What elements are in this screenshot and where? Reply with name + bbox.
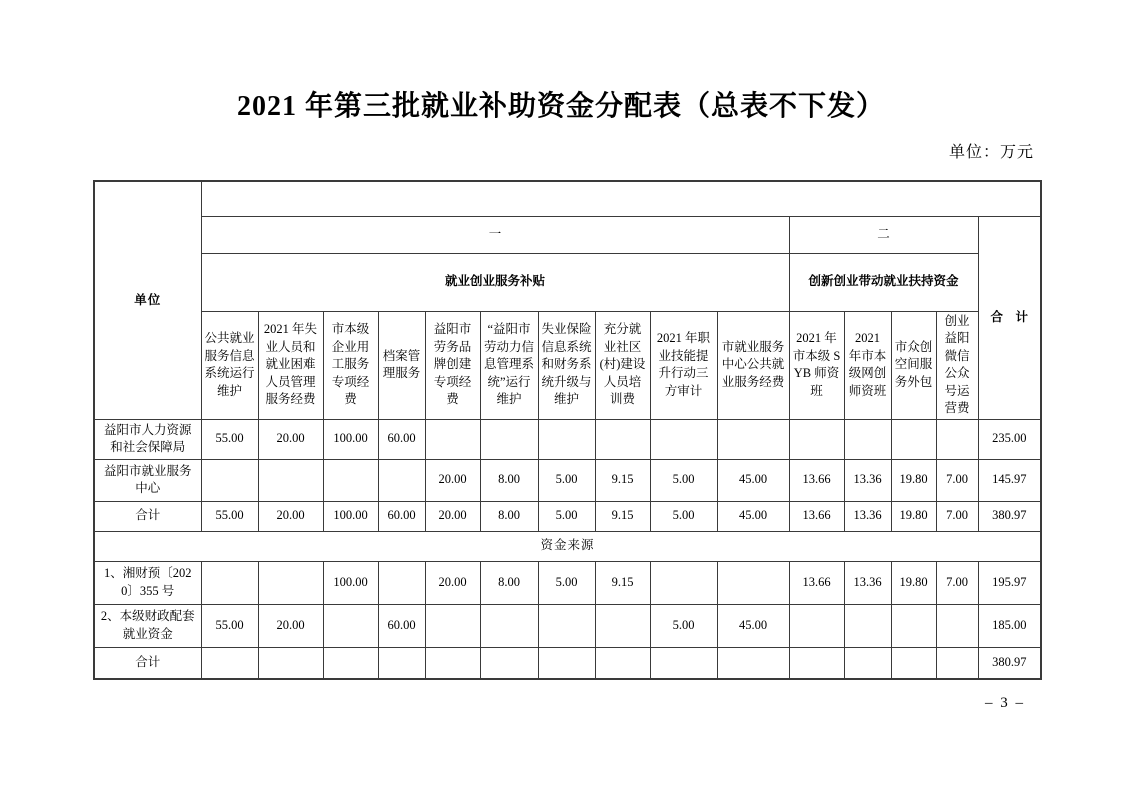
data-cell: 9.15 bbox=[595, 501, 650, 531]
table-row bbox=[94, 419, 1041, 459]
data-cell bbox=[201, 561, 258, 604]
data-cell: 19.80 bbox=[891, 561, 936, 604]
column-header-3: 市本级企业用工服务专项经费 bbox=[323, 311, 378, 419]
data-cell bbox=[323, 459, 378, 501]
table-row bbox=[94, 647, 1041, 679]
row-total-cell: 145.97 bbox=[978, 459, 1041, 501]
data-cell: 19.80 bbox=[891, 459, 936, 501]
data-cell bbox=[844, 604, 891, 647]
empty-header-cell bbox=[201, 181, 1041, 216]
data-cell bbox=[650, 561, 717, 604]
data-cell bbox=[595, 604, 650, 647]
data-cell bbox=[595, 419, 650, 459]
data-cell bbox=[650, 419, 717, 459]
data-cell bbox=[258, 647, 323, 679]
data-cell bbox=[323, 604, 378, 647]
data-cell: 20.00 bbox=[258, 501, 323, 531]
data-cell bbox=[378, 459, 425, 501]
column-header-4: 档案管理服务 bbox=[378, 311, 425, 419]
data-cell: 9.15 bbox=[595, 561, 650, 604]
data-cell bbox=[480, 419, 538, 459]
data-cell bbox=[258, 561, 323, 604]
data-cell: 5.00 bbox=[650, 604, 717, 647]
row-label: 合计 bbox=[94, 647, 201, 679]
group-one-header: 一 bbox=[201, 216, 789, 253]
row-total-cell: 185.00 bbox=[978, 604, 1041, 647]
data-cell bbox=[201, 647, 258, 679]
section-divider-label: 资金来源 bbox=[94, 531, 1041, 561]
data-cell bbox=[936, 647, 978, 679]
data-cell: 55.00 bbox=[201, 419, 258, 459]
row-label: 合计 bbox=[94, 501, 201, 531]
data-cell: 5.00 bbox=[538, 459, 595, 501]
data-cell: 60.00 bbox=[378, 604, 425, 647]
total-column-header: 合 计 bbox=[978, 216, 1041, 419]
page-number: – 3 – bbox=[985, 695, 1025, 711]
row-total-cell: 380.97 bbox=[978, 501, 1041, 531]
data-cell: 8.00 bbox=[480, 459, 538, 501]
unit-column-header: 单位 bbox=[94, 181, 201, 419]
column-header-1: 公共就业服务信息系统运行维护 bbox=[201, 311, 258, 419]
data-cell bbox=[717, 561, 789, 604]
data-cell bbox=[538, 647, 595, 679]
data-cell: 20.00 bbox=[425, 459, 480, 501]
data-cell bbox=[378, 561, 425, 604]
data-cell: 55.00 bbox=[201, 501, 258, 531]
data-cell bbox=[425, 647, 480, 679]
column-header-5: 益阳市劳务品牌创建专项经费 bbox=[425, 311, 480, 419]
data-cell: 7.00 bbox=[936, 459, 978, 501]
row-label: 1、湘财预〔2020〕355 号 bbox=[94, 561, 201, 604]
data-cell bbox=[480, 604, 538, 647]
row-total-cell: 235.00 bbox=[978, 419, 1041, 459]
header-row-columns bbox=[94, 311, 1041, 419]
data-cell bbox=[891, 647, 936, 679]
page-title: 2021 年第三批就业补助资金分配表（总表不下发） bbox=[236, 91, 885, 122]
data-cell bbox=[258, 459, 323, 501]
data-cell: 100.00 bbox=[323, 501, 378, 531]
table-row bbox=[94, 501, 1041, 531]
row-total-cell: 380.97 bbox=[978, 647, 1041, 679]
row-label: 2、本级财政配套就业资金 bbox=[94, 604, 201, 647]
column-header-9: 2021 年职业技能提升行动三方审计 bbox=[650, 311, 717, 419]
data-cell bbox=[936, 419, 978, 459]
data-cell: 13.36 bbox=[844, 501, 891, 531]
data-cell: 5.00 bbox=[650, 501, 717, 531]
data-cell: 5.00 bbox=[538, 501, 595, 531]
unit-label: 单位：万元 bbox=[948, 144, 1034, 161]
column-header-14: 创业益阳微信公众号运营费 bbox=[936, 311, 978, 419]
data-cell: 20.00 bbox=[425, 501, 480, 531]
data-cell bbox=[650, 647, 717, 679]
data-cell: 13.36 bbox=[844, 459, 891, 501]
data-cell: 5.00 bbox=[650, 459, 717, 501]
header-row-subgroups bbox=[94, 253, 1041, 311]
data-cell bbox=[538, 419, 595, 459]
data-cell: 19.80 bbox=[891, 501, 936, 531]
data-cell: 100.00 bbox=[323, 419, 378, 459]
data-cell: 5.00 bbox=[538, 561, 595, 604]
data-cell: 13.36 bbox=[844, 561, 891, 604]
column-header-13: 市众创空间服务外包 bbox=[891, 311, 936, 419]
column-header-12: 2021 年市本级网创师资班 bbox=[844, 311, 891, 419]
data-cell bbox=[378, 647, 425, 679]
allocation-table bbox=[93, 180, 1042, 680]
data-cell bbox=[717, 419, 789, 459]
section-divider-row bbox=[94, 531, 1041, 561]
column-header-2: 2021 年失业人员和就业困难人员管理服务经费 bbox=[258, 311, 323, 419]
data-cell: 45.00 bbox=[717, 501, 789, 531]
data-cell bbox=[717, 647, 789, 679]
data-cell: 9.15 bbox=[595, 459, 650, 501]
data-cell: 7.00 bbox=[936, 561, 978, 604]
header-row-top bbox=[94, 181, 1041, 216]
data-cell bbox=[891, 419, 936, 459]
table-row bbox=[94, 561, 1041, 604]
data-cell: 55.00 bbox=[201, 604, 258, 647]
data-cell bbox=[789, 647, 844, 679]
data-cell: 60.00 bbox=[378, 419, 425, 459]
row-total-cell: 195.97 bbox=[978, 561, 1041, 604]
row-label: 益阳市就业服务中心 bbox=[94, 459, 201, 501]
row-label: 益阳市人力资源和社会保障局 bbox=[94, 419, 201, 459]
subgroup-one-header: 就业创业服务补贴 bbox=[201, 253, 789, 311]
column-header-11: 2021 年市本级 SYB 师资班 bbox=[789, 311, 844, 419]
data-cell bbox=[789, 604, 844, 647]
data-cell bbox=[789, 419, 844, 459]
column-header-8: 充分就业社区(村)建设人员培训费 bbox=[595, 311, 650, 419]
data-cell bbox=[844, 647, 891, 679]
data-cell bbox=[936, 604, 978, 647]
data-cell bbox=[538, 604, 595, 647]
data-cell bbox=[595, 647, 650, 679]
table-row bbox=[94, 459, 1041, 501]
data-cell: 45.00 bbox=[717, 604, 789, 647]
data-cell bbox=[844, 419, 891, 459]
data-cell: 8.00 bbox=[480, 501, 538, 531]
column-header-7: 失业保险信息系统和财务系统升级与维护 bbox=[538, 311, 595, 419]
data-cell: 7.00 bbox=[936, 501, 978, 531]
data-cell: 13.66 bbox=[789, 459, 844, 501]
data-cell: 45.00 bbox=[717, 459, 789, 501]
data-cell bbox=[425, 419, 480, 459]
subgroup-two-header: 创新创业带动就业扶持资金 bbox=[789, 253, 978, 311]
table-row bbox=[94, 604, 1041, 647]
data-cell bbox=[201, 459, 258, 501]
column-header-10: 市就业服务中心公共就业服务经费 bbox=[717, 311, 789, 419]
data-cell bbox=[323, 647, 378, 679]
header-row-groups bbox=[94, 216, 1041, 253]
column-header-6: “益阳市劳动力信息管理系统”运行维护 bbox=[480, 311, 538, 419]
data-cell: 13.66 bbox=[789, 501, 844, 531]
data-cell bbox=[891, 604, 936, 647]
data-cell: 20.00 bbox=[258, 419, 323, 459]
data-cell: 60.00 bbox=[378, 501, 425, 531]
data-cell: 8.00 bbox=[480, 561, 538, 604]
data-cell: 13.66 bbox=[789, 561, 844, 604]
data-cell: 20.00 bbox=[258, 604, 323, 647]
group-two-header: 二 bbox=[789, 216, 978, 253]
data-cell bbox=[480, 647, 538, 679]
data-cell: 100.00 bbox=[323, 561, 378, 604]
data-cell bbox=[425, 604, 480, 647]
data-cell: 20.00 bbox=[425, 561, 480, 604]
